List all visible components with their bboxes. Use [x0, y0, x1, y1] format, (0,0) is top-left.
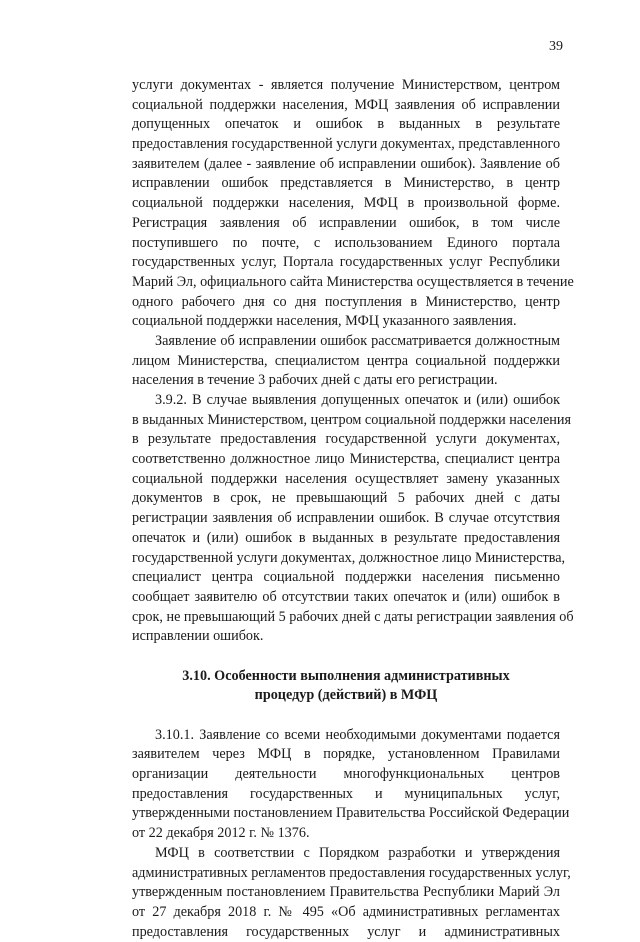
- text-line: исправлении ошибок.: [132, 628, 264, 645]
- text-line: социальной поддержки населения, МФЦ в произвольной форме.: [132, 195, 560, 212]
- text-line: документов в срок, не превышающий 5 рабочих дней с даты: [132, 490, 560, 507]
- text-line: предоставления государственных и муниципальных услуг,: [132, 785, 560, 802]
- text-line: заявителем через МФЦ в порядке, установленном Правилами: [132, 746, 560, 763]
- text-line: специалист центра социальной поддержки населения письменно: [132, 569, 560, 586]
- text-line: социальной поддержки населения осуществляет замену указанных: [132, 470, 560, 487]
- paragraph-correction-application: [132, 76, 574, 332]
- text-line: сообщает заявителю об отсутствии таких опечаток и (или) ошибок в: [132, 588, 560, 605]
- text-line: в выданных Министерством, центром социальной поддержки населения: [132, 411, 571, 428]
- page-number: 39: [549, 39, 563, 54]
- section-heading-line: 3.10. Особенности выполнения административных: [182, 667, 510, 684]
- text-line: в результате предоставления государственной услуги документах,: [132, 431, 560, 448]
- text-line: утвержденными постановлением Правительства Российской Федерации: [132, 805, 570, 822]
- text-line: срок, не превышающий 5 рабочих дней с даты регистрации заявления об: [132, 608, 574, 625]
- text-line: социальной поддержки населения, МФЦ указанного заявления.: [132, 313, 517, 330]
- text-line: МФЦ в соответствии с Порядком разработки и утверждения: [155, 844, 560, 861]
- text-line: поступившего по почте, с использованием Единого портала: [132, 234, 560, 251]
- section-heading: [132, 667, 560, 706]
- text-line: Заявление об исправлении ошибок рассматривается должностным: [155, 332, 560, 349]
- text-line: исправлении ошибок представляется в Министерство, в центр: [132, 175, 560, 192]
- text-line: административных регламентов предоставления государственных услуг,: [132, 864, 571, 881]
- text-line: от 22 декабря 2012 г. № 1376.: [132, 825, 310, 842]
- text-line: лицом Министерства, специалистом центра социальной поддержки: [132, 352, 560, 369]
- text-line: опечаток и (или) ошибок в выданных в результате предоставления: [132, 529, 560, 546]
- text-line: населения в течение 3 рабочих дней с даты его регистрации.: [132, 372, 498, 389]
- text-line: от 27 декабря 2018 г. № 495 «Об административных регламентах: [132, 903, 560, 920]
- text-line: допущенных опечаток и ошибок в выданных в результате: [132, 116, 560, 133]
- text-line: заявителем (далее - заявление об исправлении ошибок). Заявление об: [132, 155, 560, 172]
- text-line: 3.9.2. В случае выявления допущенных опечаток и (или) ошибок: [155, 392, 560, 408]
- text-line: предоставления государственных услуг и административных: [132, 923, 560, 940]
- text-line: 3.10.1. Заявление со всеми необходимыми документами подается: [155, 726, 560, 743]
- paragraph-3-9-2: [132, 391, 574, 647]
- text-line: социальной поддержки населения, МФЦ заявления об исправлении: [132, 96, 560, 113]
- section-heading-line: процедур (действий) в МФЦ: [254, 687, 438, 704]
- document-body: [132, 76, 574, 942]
- text-line: предоставления государственной услуги документах, представленного: [132, 136, 561, 153]
- paragraph-mfc-regulations: [132, 844, 571, 942]
- text-line: услуги документах - является получение Министерством, центром: [132, 77, 560, 93]
- text-line: соответственно должностное лицо Министерства, специалист центра: [132, 451, 560, 468]
- paragraph-review-period: [132, 332, 560, 391]
- text-line: регистрации заявления об исправлении ошибок. В случае отсутствия: [132, 510, 560, 527]
- text-line: одного рабочего дня со дня поступления в Министерство, центр: [132, 293, 560, 310]
- text-line: утвержденным постановлением Правительства Республики Марий Эл: [132, 884, 560, 901]
- text-line: государственной услуги документах, должностное лицо Министерства,: [132, 549, 566, 566]
- paragraph-3-10-1: [132, 726, 570, 844]
- text-line: организации деятельности многофункциональных центров: [132, 766, 560, 783]
- text-line: государственных услуг, Портала государственных услуг Республики: [132, 254, 560, 271]
- text-line: Марий Эл, официального сайта Министерства осуществляется в течение: [132, 273, 574, 290]
- text-line: Регистрация заявления об исправлении ошибок, в том числе: [132, 214, 560, 231]
